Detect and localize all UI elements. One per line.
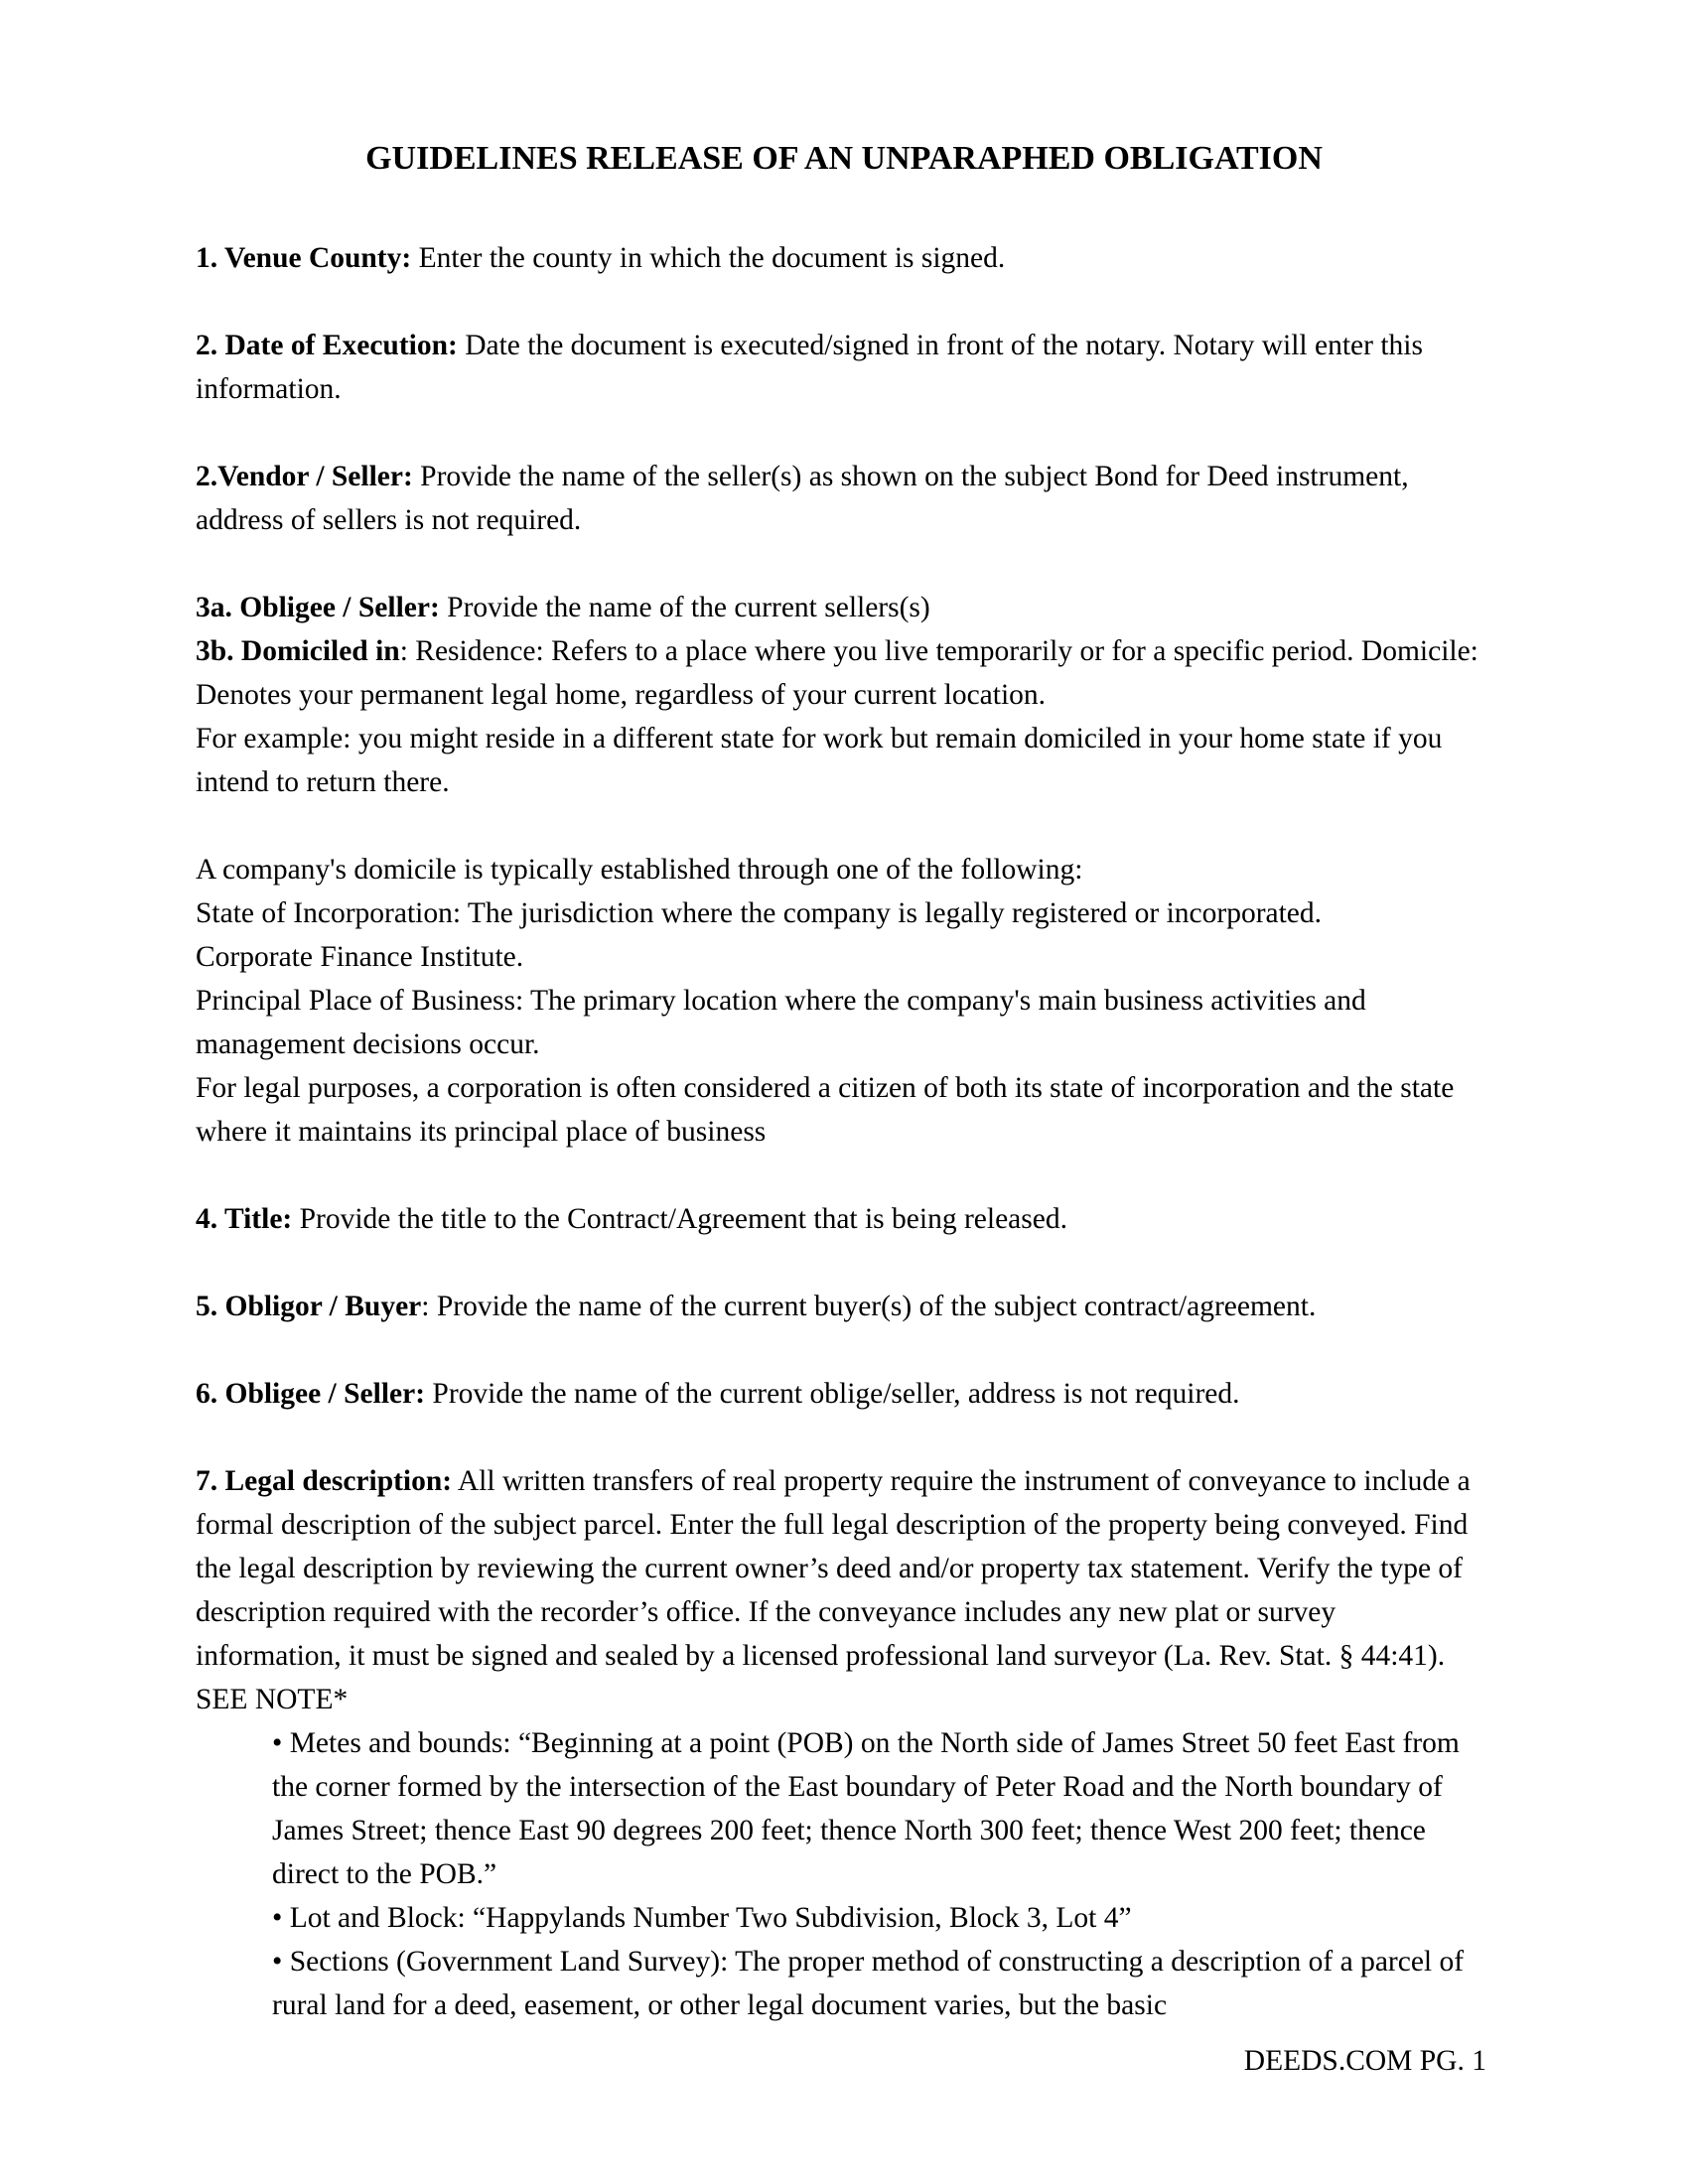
domicile-example: For example: you might reside in a different state for work but remain domiciled in your home state if you intend to return there. <box>196 723 1443 798</box>
section-text: Provide the title to the Contract/Agreement that is being released. <box>292 1203 1067 1235</box>
section-text: Date the document is executed/signed in front of the notary. Notary will enter this information. <box>196 330 1423 405</box>
section-label: 5. Obligor / Buyer <box>196 1291 422 1322</box>
section-label: 3a. Obligee / Seller: <box>196 592 440 623</box>
company-domicile-intro: A company's domicile is typically established through one of the following: <box>196 854 1083 886</box>
bullet-marker: • <box>272 1902 283 1934</box>
section-obligor-buyer <box>196 1285 1486 1328</box>
section-label: 7. Legal description: <box>196 1465 453 1497</box>
legal-description-types <box>196 1721 1486 2027</box>
bullet-text: Sections (Government Land Survey): The proper method of constructing a description of a parcel of rural land for a deed, easement, or other legal document varies, but the basic <box>272 1946 1465 2021</box>
document-title: GUIDELINES RELEASE OF AN UNPARAPHED OBLIGATION <box>365 140 1323 177</box>
section-label: 2. Date of Execution: <box>196 330 458 361</box>
section-legal-description <box>196 1459 1486 1721</box>
section-domiciled-in <box>196 629 1486 717</box>
document-body <box>196 236 1486 2027</box>
section-text: Enter the county in which the document is signed. <box>411 242 1006 274</box>
section-label: 6. Obligee / Seller: <box>196 1378 426 1410</box>
list-item-lot-and-block <box>196 1896 1486 1940</box>
bullet-text: Lot and Block: “Happylands Number Two Subdivision, Block 3, Lot 4” <box>289 1902 1132 1934</box>
section-venue-county <box>196 236 1486 280</box>
section-text: Provide the name of the current sellers(s) <box>439 592 930 623</box>
bullet-marker: • <box>272 1727 283 1759</box>
section-label: Vendor / Seller: <box>217 461 413 492</box>
section-text: : Provide the name of the current buyer(s) of the subject contract/agreement. <box>421 1291 1317 1322</box>
bullet-text: Metes and bounds: “Beginning at a point (POB) on the North side of James Street 50 feet East from the corner formed by the intersection of the East boundary of Peter Road and the North boundary of James Street; thence East 90 degrees 200 feet; thence North 300 feet; thence West 200 feet; thence direct to the POB.” <box>272 1727 1460 1890</box>
section-text: Provide the name of the seller(s) as shown on the subject Bond for Deed instrument, address of sellers is not required. <box>196 461 1409 536</box>
section-label: 4. Title: <box>196 1203 293 1235</box>
section-text: : Residence: Refers to a place where you live temporarily or for a specific period. Domicile: Denotes your permanent legal home, regardless of your current location. <box>196 635 1478 711</box>
list-item-metes-and-bounds <box>196 1721 1486 1896</box>
state-of-incorporation: State of Incorporation: The jurisdiction where the company is legally registered or incorporated. <box>196 897 1323 929</box>
section-obligee-seller-6 <box>196 1372 1486 1416</box>
section-date-of-execution <box>196 324 1486 411</box>
section-title <box>196 1197 1486 1241</box>
section-label: 1. Venue County: <box>196 242 412 274</box>
corporate-finance-institute: Corporate Finance Institute. <box>196 941 524 973</box>
section-label: 3b. Domiciled in <box>196 635 400 667</box>
section-text: All written transfers of real property require the instrument of conveyance to include a formal description of the subject parcel. Enter the full legal description of the property being conveyed. Find the legal description by reviewing the current owner’s deed and/or property tax statement. Verify the type of description required with the recorder’s office. If the conveyance includes any new plat or survey information, it must be signed and sealed by a licensed professional land surveyor (La. Rev. Stat. § 44:41). SEE NOTE* <box>196 1465 1471 1715</box>
page-footer: DEEDS.COM PG. 1 <box>1243 2045 1486 2077</box>
legal-purposes-note: For legal purposes, a corporation is often considered a citizen of both its state of incorporation and the state where it maintains its principal place of business <box>196 1072 1455 1148</box>
bullet-marker: • <box>272 1946 283 1978</box>
section-text: Provide the name of the current oblige/seller, address is not required. <box>425 1378 1240 1410</box>
principal-place-of-business: Principal Place of Business: The primary location where the company's main business activities and management decisions occur. <box>196 985 1366 1060</box>
section-vendor-seller <box>196 455 1486 542</box>
list-item-sections <box>196 1940 1486 2027</box>
section-number: 2. <box>196 461 218 492</box>
section-obligee-seller-3a <box>196 586 1486 629</box>
